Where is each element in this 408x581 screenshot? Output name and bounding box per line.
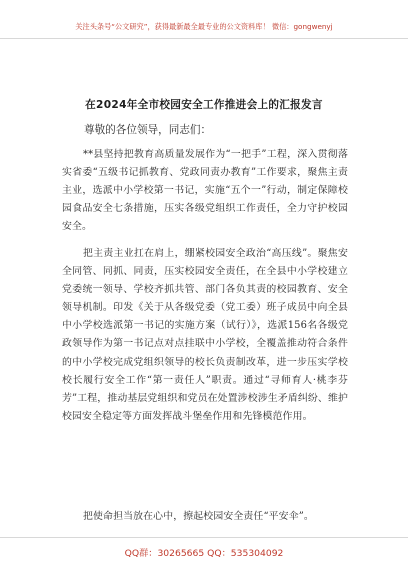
document-title: 在2024年全市校园安全工作推进会上的汇报发言 <box>85 99 323 111</box>
greeting: 尊敬的各位领导，同志们： <box>84 124 212 136</box>
page-header <box>0 0 408 39</box>
footer-contact: QQ群：30265665 QQ：535304092 <box>124 548 284 559</box>
page-footer <box>0 537 408 581</box>
header-banner: 关注头条号“公文研究”，获得最新最全最专业的公文资料库！ 微信：gongwenyj <box>75 22 333 31</box>
paragraph-2: 把主责主业扛在肩上，绷紧校园安全政治“高压线”。聚焦安全同管、同抓、同责，压实校园安全责任，在全县中小学校建立党委统一领导、学校齐抓共管、部门各负其责的校园教育、安全领导机制。印发《关于从各级党委（党工委）班子成员中向全县中小学校选派第一书记的实施方案（试行）》，选派156名各级党政领导作为第一书记点对点挂联中小学校，全覆盖推动符合条件的中小学校完成党组织领导的校长负责制改革，进一步压实学校校长履行安全工作“第一责任人”职责。通过“寻师育人·桃李芬芳”工程，推动基层党组织和党员在处置涉校涉生矛盾纠纷、维护校园安全稳定等方面发挥战斗堡垒作用和先锋模范作用。 <box>62 248 348 422</box>
paragraph-1: **县坚持把教育高质量发展作为“一把手”工程，深入贯彻落实省委“五级书记抓教育、党政同责办教育”工作要求，聚焦主责主业，选派中小学校第一书记，实施“五个一”行动，制定保障校园食品安全七条措施，压实各级党组织工作责任，全力守护校园安全。 <box>62 149 348 233</box>
paragraph-3: 把使命担当放在心中，擦起校园安全责任“平安伞”。 <box>83 511 314 522</box>
